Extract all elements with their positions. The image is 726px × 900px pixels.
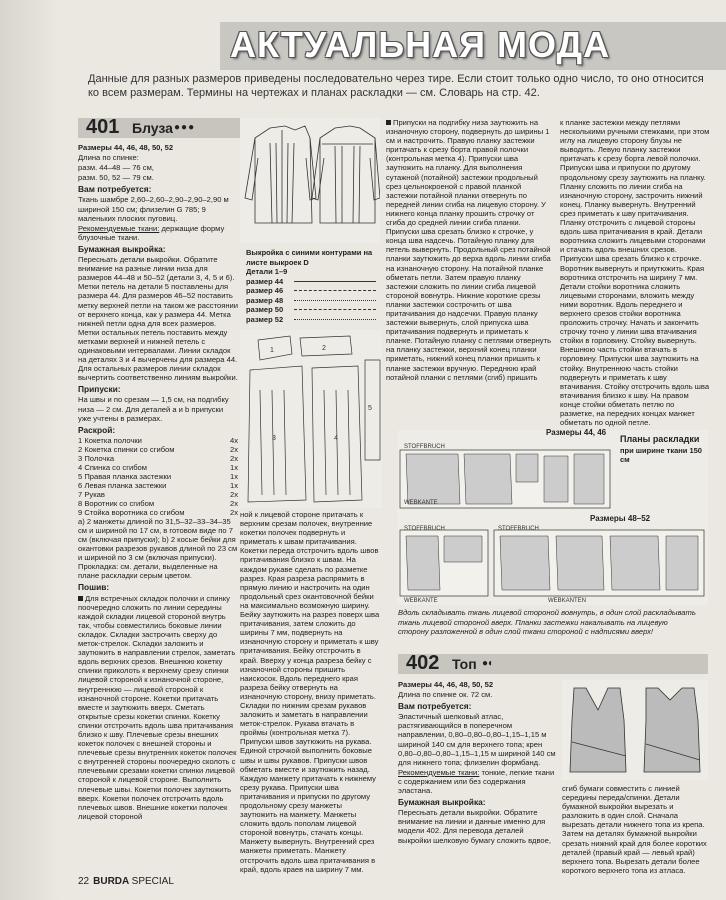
section-banner (220, 22, 726, 70)
cut-item-qty: 2x (229, 498, 238, 508)
model-402-needs-title: Вам потребуется: (398, 701, 472, 712)
cutting-extra: а) 2 манжеты длиной по 31,5–32–33–34–35 см и шириной по 17 см, в готовом виде по 7 см (включая припуски); b) 2 косые бейки для окантовки разрезов рукавов длиной по 23 см и шириной по 3 см (включая припуски). Прокладка: см. детали, выделенные на плане раскладки серым цветом. (78, 516, 238, 581)
column-1 (78, 143, 238, 822)
cut-item-qty: 2x (229, 489, 238, 499)
cut-item-name: 6 Левая планка застежки (78, 480, 167, 490)
length-line-1: Длина по спинке: (78, 153, 139, 163)
footer-special: SPECIAL (131, 876, 174, 887)
blouse-sketch-illustration (240, 118, 380, 243)
cut-row (78, 490, 238, 499)
cut-row (78, 508, 238, 517)
pattern-legend (246, 248, 376, 324)
cut-item-qty: 1x (229, 480, 238, 490)
legend-title: Выкройка с синими контурами на листе выкроек D (246, 248, 373, 267)
column-2 (240, 510, 380, 875)
footer-brand: BURDA (93, 876, 129, 887)
cut-item-name: 3 Полочка (78, 453, 115, 463)
model-402-sizes: Размеры 44, 46, 48, 50, 52 (398, 680, 494, 689)
cut-item-name: 7 Рукав (78, 489, 105, 499)
length-line-2: разм. 44–48 — 76 см, (78, 163, 154, 173)
cut-row (78, 445, 238, 454)
layout-plans (398, 430, 708, 605)
length-line-3: разм. 50, 52 — 79 см. (78, 173, 154, 183)
sewing-text-col3: Припуски на подгибку низа заутюжить на изнаночную сторону, подвернуть до ширины 1 см и настрочить. Правую планку застежки притачать к срезу борта правой полочки (контрольная метка 4). Припуски шва заутюжить на планку. Для выполнения сутажной (потайной) застежки продольный срез цельнокроеной с правой планкой застежки потайной планки отвернуть по передней линии сгиба на лицевую сторону. У нижнего конца планку прошить строчку от сгиба до средней линии сгиба планки. Припуски шва срезать близко к строчке, у конца шва надсечь. Потайную планку для петель вывернуть. Продольный срез потайной планки заутюжить до верха вдоль линии сгиба на изнаночную сторону. На потайной планке обметать петли. Затем правую планку застежки сложить по линии сгиба лицевой стороной вовнутрь. Нижние короткие срезы планки застежки сострочить от шва притачивания до надсечки. Правую планку застежки вывернуть, слой припуска шва притачивания подвернуть и приметать к планке. Потайную планку с петлями отвернуть на планку застежки, верхний конец планки приметать, нижний конец планки пришить к планке застежки вручную. Переднюю край потайной планки с петлями (сгиб) пришить (386, 118, 552, 382)
model-402-length: Длина по спинке ок. 72 см. (398, 690, 493, 700)
layout-sizes-a: Размеры 44, 46 (546, 428, 607, 437)
sewing-title: Пошив: (78, 582, 110, 593)
model-402-column (398, 680, 556, 846)
fabric-rec-label: Рекомендуемые ткани: (78, 223, 160, 233)
legend-line-48 (294, 300, 376, 301)
legend-line-46 (294, 290, 376, 291)
banner-title: АКТУАЛЬНАЯ МОДА (230, 24, 611, 65)
needs-text: Ткань шамбре 2,60–2,60–2,90–2,90–2,90 м шириной 150 см; флизелин G 785; 9 маленьких плоских пуговиц. (78, 195, 229, 223)
layout-plans-sub: при ширине ткани 150 см (620, 446, 702, 464)
model-402-name: Топ (452, 656, 477, 672)
cut-item-qty: 1x (229, 462, 238, 472)
column-4 (560, 118, 710, 428)
fold-label-b: STOFFBRUCH (404, 526, 445, 532)
cut-row (78, 463, 238, 472)
model-402-pattern-title: Бумажная выкройка: (398, 797, 486, 808)
intro-text: Данные для разных размеров приведены последовательно через тире. Если стоит только одно число, то оно относится ко всем размерам. Термины на чертежах и планах раскладки — см. Словарь на стр. 42. (88, 73, 704, 99)
svg-text:2: 2 (322, 345, 326, 352)
svg-text:3: 3 (272, 435, 276, 442)
legend-line-50 (294, 309, 376, 310)
cut-row (78, 481, 238, 490)
legend-parts: Детали 1–9 (246, 267, 288, 276)
rating-dots-icon-402: ●◐ (482, 658, 495, 669)
sewing-text-col1: Для встречных складок полочки и спинку поочередно сложить по линии середины каждой складки лицевой стороной внутрь так, чтобы совместились боковые линии складок. Складки застрочить сверху до меток-стрелок. Складки заложить и заутюжить в направлении стрелок, заметать вдоль верхних срезов. Внешнюю кокетку спинки приколоть к верхнему срезу спинки лицевой стороной к изнаночной стороне, внутреннюю — лицевой стороной к изнаночной стороне. Кокетки притачать вместе и заутюжить вверх. Сметать открытые срезы кокетки спинки. Кокетку спинки отстрочить вдоль шва притачивания близко к шву. Плечевые срезы внешних кокеток полочек с внешней стороны и плечевые срезы внутренних кокеток полочек с внутренней стороны поочередно сколоть с плечевыми срезами кокетки спинки лицевой стороной к лицевой стороне. Выполнить плечевые швы. Кокетки полочек заутюжить вверх. Кокетки полочек отстрочить вдоль плечевых швов. Внешние кокетки полочек лицевой стороной (78, 593, 237, 821)
model-402-number: 402 (406, 652, 440, 674)
fabric-rec-text: держащие форму блузочные ткани. (78, 223, 225, 242)
cut-item-qty: 2x (229, 444, 238, 454)
model-401-number: 401 (86, 116, 120, 138)
cut-item-name: 4 Спинка со сгибом (78, 462, 148, 472)
svg-text:1: 1 (270, 347, 274, 354)
bullet-square-icon-2 (386, 120, 391, 125)
needs-title: Вам потребуется: (78, 184, 152, 195)
legend-size-46: размер 46 (246, 286, 284, 295)
sewing-text-col4: к планке застежки между петлями несколькими ручными стежками, при этом иглу на лицевую сторону блузы не выводить. Левую планку застежки притачать к срезу борта левой полочки. Припуски шва и припуски по другому продольному срезу заутюжить на планку. Планку сложить по линии сгиба на изнаночную сторону, застрочить нижний конец. Планку вывернуть. Внутренний срез приметать к шву притачивания. Планку отстрочить с лицевой стороны вдоль шва притачивания в край. Детали воротника сложить лицевыми сторонами и стачать вдоль внешних срезов. Припуски шва срезать близко к строчке. Воротник вывернуть и приутюжить. Края воротника отстрочить на ширину 7 мм. Детали стойки воротника сложить лицевыми сторонами, вложить между ними воротник. Вдоль переднего и верхнего срезов стойки воротника проложить строчку. Начать и закончить строчку точно у линии шва втачивания стойки в горловину. Стойку вывернуть. Внешнюю часть стойки втачать в горловину. Припуски шва заутюжить на стойку. Внутреннюю часть стойки подвернуть и приметать к шву втачивания. Стойку отстрочить вдоль шва втачивания близко к шву. На правом конце стойки обметать петлю по разметке, на передних концах манжет обметать по одной петле. (560, 118, 710, 428)
model-402-fabric-rec-text: тонкие, легкие ткани с содержанием или без содержания эластана. (398, 767, 555, 796)
cut-row (78, 436, 238, 445)
model-402-right-text: сгиб бумаги совместить с линией середины переда/спинки. Детали бумажной выкройки вырезать и разложить в один слой. Сначала вырезать детали нижнего топа из крепа. Затем на деталях бумажной выкройки срезать нижний край для более коротких деталей (правый край — левый край) верхнего топа. Вырезать детали более короткого верхнего топа из атласа. (562, 784, 707, 875)
pattern-text: Пересњать детали выкройки. Обратите внимание на разные линии низа для размеров 44–48 и 50–52 (детали 3, 4, 5 и 6). Метки петель на детали 5 поставлены для размера 44. Для размеров 46–52 поставить метку верхней петли на таком же расстоянии от верхнего конца, как у размера 44. Метка нижней петли одна для всех размеров. Метки остальных петель поставить между метками верхней и нижней петель с одинаковыми интервалами. Линии складок на деталях 3 и 4 вычерчены для размера 44. Для остальных размеров линии складок вычертить соответственно линиям выкройки. (78, 255, 238, 383)
layout-sizes-b: Размеры 48–52 (590, 514, 651, 523)
cut-row (78, 499, 238, 508)
legend-size-50: размер 50 (246, 305, 284, 314)
edge-label-a: WEBKANTE (404, 500, 438, 506)
column-3 (386, 118, 554, 383)
legend-size-52: размер 52 (246, 314, 284, 324)
pattern-title: Бумажная выкройка: (78, 243, 166, 254)
cutting-table (78, 436, 238, 517)
cut-row (78, 454, 238, 463)
pattern-pieces-drawing (240, 330, 382, 508)
cut-item-name: 1 Кокетка полочки (78, 435, 142, 445)
legend-line-52 (294, 319, 376, 320)
cutting-title: Раскрой: (78, 424, 116, 435)
legend-line-44 (294, 281, 376, 282)
layout-plan-b (398, 522, 708, 602)
cut-item-qty: 4x (229, 435, 238, 445)
allowances-text: На швы и по срезам — 1,5 см, на подгибку низа — 2 см. Для деталей a и b припуски уже учтены в размерах. (78, 395, 229, 423)
edge-label-b: WEBKANTE (404, 598, 438, 604)
svg-text:5: 5 (368, 405, 372, 412)
legend-size-48: размер 48 (246, 295, 284, 305)
cut-row (78, 472, 238, 481)
edge-label-c: WEBKANTEN (548, 598, 587, 604)
cut-item-name: 9 Стойка воротника со сгибом (78, 507, 185, 517)
model-402-right-column (562, 784, 708, 876)
cut-item-qty: 2x (229, 507, 238, 517)
cut-item-qty: 1x (229, 471, 238, 481)
model-402-needs-text: Эластичный шелковый атлас, растягивающийся в поперечном направлении, 0,80–0,80–0,80–1,15–1,15 м шириной 140 см для верхнего топа; крен 0,80–0,80–0,80–1,15–1,15 м шириной 140 см для нижнего топа; флизелин формбанд. (398, 712, 556, 767)
model-402-header (398, 654, 708, 674)
page-gutter-shadow (0, 0, 60, 900)
fold-label-a: STOFFBRUCH (404, 444, 445, 450)
model-401-sizes: Размеры 44, 46, 48, 50, 52 (78, 143, 174, 152)
svg-text:4: 4 (334, 435, 338, 442)
rating-dots-icon: ●●● (174, 122, 196, 133)
bullet-square-icon (78, 596, 83, 601)
legend-size-44: размер 44 (246, 276, 284, 286)
page-number: 22 (78, 876, 90, 887)
cut-item-name: 5 Правая планка застежки (78, 471, 172, 481)
model-402-fabric-rec-label: Рекомендуемые ткани: (398, 767, 480, 777)
sewing-text-col2: ной к лицевой стороне притачать к верхним срезам полочек, внутренние кокетки полочек подвернуть и приметать к швам притачивания. Кокетки переда отстрочить вдоль швов притачивания близко к швам. На каждом рукаве сделать по разметке разрез. Края разреза распрямить в прямую линию и настрочить на один продольный срез окантовочной бейки на максимально возможную ширину. Бейку заутюжить на разрез поверх шва притачивания, затем сложить до ширины 7 мм, подвернуть на изнаночную сторону и приметать к шву притачивания. Бейку отстрочить в край. Вверху у конца разреза бейку с изнаночной стороны пришить наискосок. Вдоль переднего края разреза бейку отвернуть на изнаночную сторону, внизу приметать. Складки по нижним срезам рукавов заложить и заметать в направлении меток-стрелок. Рукава втачать в проймы (контрольная метка 7). Припуски швов заутюжить на рукава. Единой строчкой выполнить боковые швы и швы рукавов. Припуски швов обметать вместе и заутюжить назад. Каждую манжету притачать к нижнему срезу рукава. Припуски шва притачивания и припуски по другому продольному срезу манжеты заутюжить на манжету. Манжеты сложить вдоль пополам лицевой стороной вовнутрь, стачать концы. Манжету вывернуть. Внутренний срез манжеты приметать. Манжету отстрочить вдоль шва притачивания в край, вдоль краев на ширину 7 мм. (240, 510, 380, 874)
cut-item-qty: 2x (229, 453, 238, 463)
cut-item-name: 2 Кокетка спинки со сгибом (78, 444, 175, 454)
top-sketch-illustration (562, 680, 708, 780)
cut-item-name: 8 Воротник со сгибом (78, 498, 155, 508)
layout-plans-title: Планы раскладки (620, 434, 700, 444)
model-401-header (78, 118, 240, 138)
model-402-pattern-text: Пересњать детали выкройки. Обратите внимание на линии и данные именно для модели 402. Для перевода деталей выкройки шелковую бумагу сложить вдвое, (398, 808, 551, 845)
page-footer (78, 876, 174, 887)
layout-caption: Вдоль складывать ткань лицевой стороной вовнутрь, в один слой раскладывать ткань лицевой стороной вверх. Планки застежки накалывать на лицевую сторону разложенной в один слой ткани стороной с надписями вверх! (398, 608, 696, 636)
allowances-title: Припуски: (78, 384, 121, 395)
model-401-name: Блуза (132, 120, 173, 136)
fold-label-c: STOFFBRUCH (498, 526, 539, 532)
